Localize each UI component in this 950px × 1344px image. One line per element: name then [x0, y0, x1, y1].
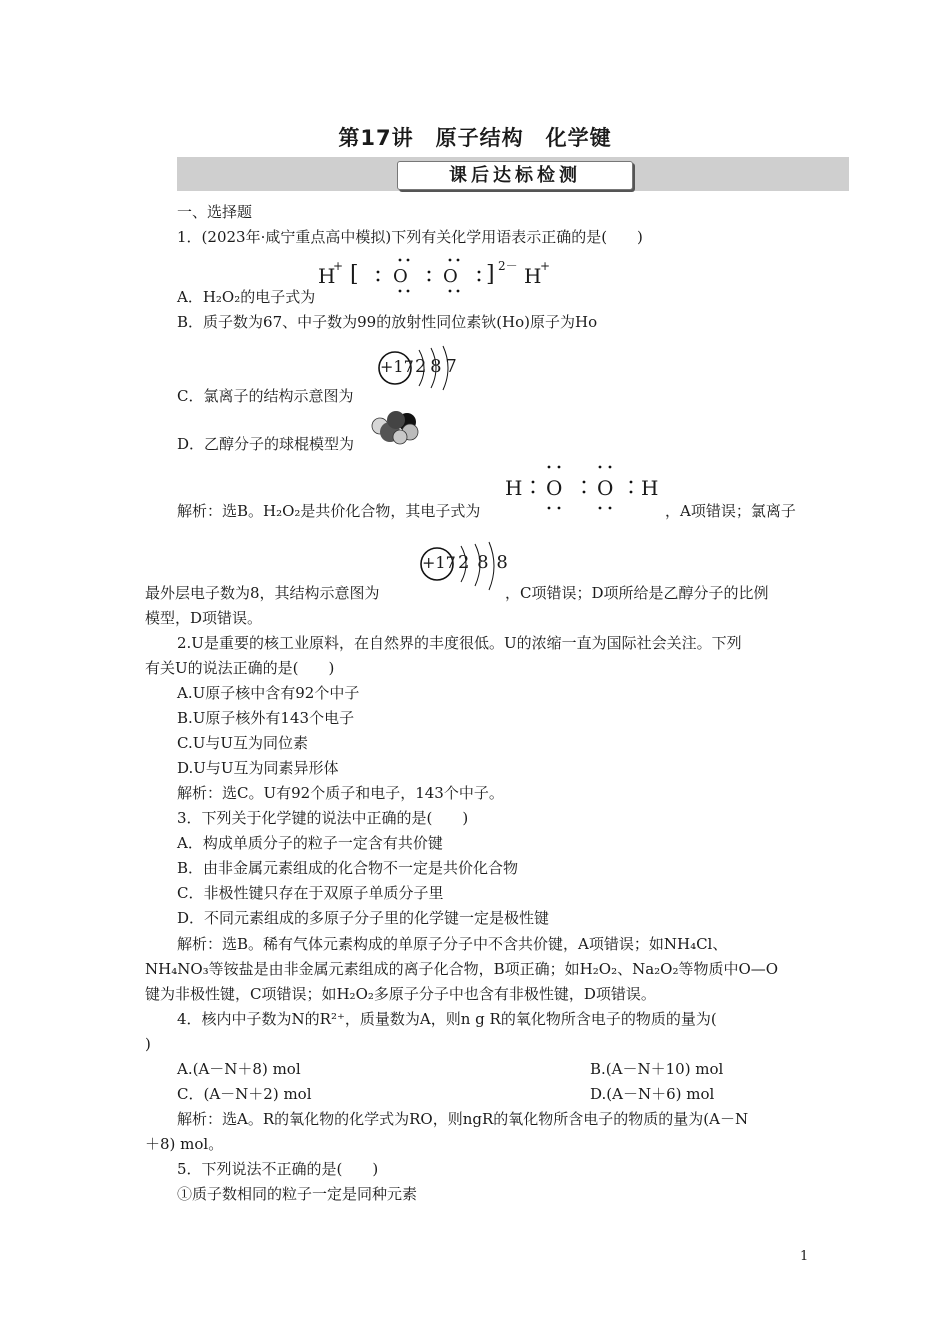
q3-stem: 3．下列关于化学键的说法中正确的是( )	[177, 809, 469, 827]
q1-analysis-line3: 模型，D项错误。	[145, 609, 263, 627]
q3-analysis-line3: 键为非极性键，C项错误；如H₂O₂多原子分子中也含有非极性键，D项错误。	[145, 985, 656, 1003]
q2-stem-line2: 有关U的说法正确的是( )	[145, 659, 335, 677]
q1-analysis-line2b: ，C项错误；D项所给是乙醇分子的比例	[505, 584, 769, 602]
section-heading: 一、选择题	[177, 203, 253, 221]
q2-option-b: B.U原子核外有143个电子	[177, 709, 355, 727]
electron-dots	[318, 256, 558, 296]
q4-option-d: D.(A－N＋6) mol	[590, 1085, 715, 1103]
q1-analysis-line1b: ，A项错误；氯离子	[665, 502, 796, 520]
q2-option-a: A.U原子核中含有92个中子	[177, 684, 360, 702]
q1-analysis-line2: 最外层电子数为8，其结构示意图为	[145, 584, 380, 602]
page-title: 第17讲 原子结构 化学键	[338, 126, 612, 150]
q1-stem: 1．(2023年·咸宁重点高中模拟)下列有关化学用语表示正确的是( )	[177, 228, 643, 246]
q4-stem-line2: )	[145, 1035, 151, 1053]
q4-option-a: A.(A－N＋8) mol	[177, 1060, 301, 1078]
q3-option-a: A．构成单质分子的粒子一定含有共价键	[177, 834, 443, 852]
chloride-ion-diagram-correct: +17 2 8 8	[419, 540, 503, 592]
q2-stem-line1: 2.U是重要的核工业原料，在自然界的丰度很低。U的浓缩一直为国际社会关注。下列	[177, 634, 742, 652]
q4-analysis-line2: ＋8) mol。	[145, 1135, 224, 1153]
electron-dots	[503, 462, 663, 512]
q4-stem-line1: 4．核内中子数为N的R²⁺，质量数为A，则n g R的氧化物所含电子的物质的量为(	[177, 1010, 717, 1028]
h2o2-electron-formula-wrong: H + [ O O ] 2－ H +	[318, 256, 558, 296]
q2-option-d: D.U与U互为同素异形体	[177, 759, 339, 777]
section-banner: 课后达标检测	[397, 161, 633, 190]
q3-option-d: D．不同元素组成的多原子分子里的化学键一定是极性键	[177, 909, 550, 927]
q3-analysis-line2: NH₄NO₃等铵盐是由非金属元素组成的离子化合物，B项正确；如H₂O₂、Na₂O₂等物质中O—O	[145, 960, 779, 978]
h2o2-electron-formula-correct: H O O H	[503, 462, 663, 512]
page-number: 1	[800, 1249, 809, 1264]
q2-option-c: C.U与U互为同位素	[177, 734, 308, 752]
q4-option-b: B.(A－N＋10) mol	[590, 1060, 724, 1078]
q1-option-a: A．H₂O₂的电子式为	[177, 288, 316, 306]
chloride-ion-diagram-wrong: +17 2 8 7	[377, 346, 457, 390]
q1-option-b: B．质子数为67、中子数为99的放射性同位素钬(Ho)原子为Ho	[177, 313, 598, 331]
ethanol-model-picture	[370, 410, 422, 446]
q5-stem: 5．下列说法不正确的是( )	[177, 1160, 379, 1178]
q1-option-c: C．氯离子的结构示意图为	[177, 387, 354, 405]
q3-analysis-line1: 解析：选B。稀有气体元素构成的单原子分子中不含共价键，A项错误；如NH₄Cl、	[177, 935, 728, 953]
q3-option-b: B．由非金属元素组成的化合物不一定是共价化合物	[177, 859, 519, 877]
q1-option-d: D．乙醇分子的球棍模型为	[177, 435, 355, 453]
q4-option-c: C．(A－N＋2) mol	[177, 1085, 312, 1103]
q3-option-c: C．非极性键只存在于双原子单质分子里	[177, 884, 444, 902]
q1-analysis-line1: 解析：选B。H₂O₂是共价化合物，其电子式为	[177, 502, 481, 520]
q2-analysis: 解析：选C。U有92个质子和电子，143个中子。	[177, 784, 504, 802]
q4-analysis-line1: 解析：选A。R的氧化物的化学式为RO，则ngR的氧化物所含电子的物质的量为(A－N	[177, 1110, 749, 1128]
q5-item-1: ①质子数相同的粒子一定是同种元素	[177, 1185, 418, 1203]
